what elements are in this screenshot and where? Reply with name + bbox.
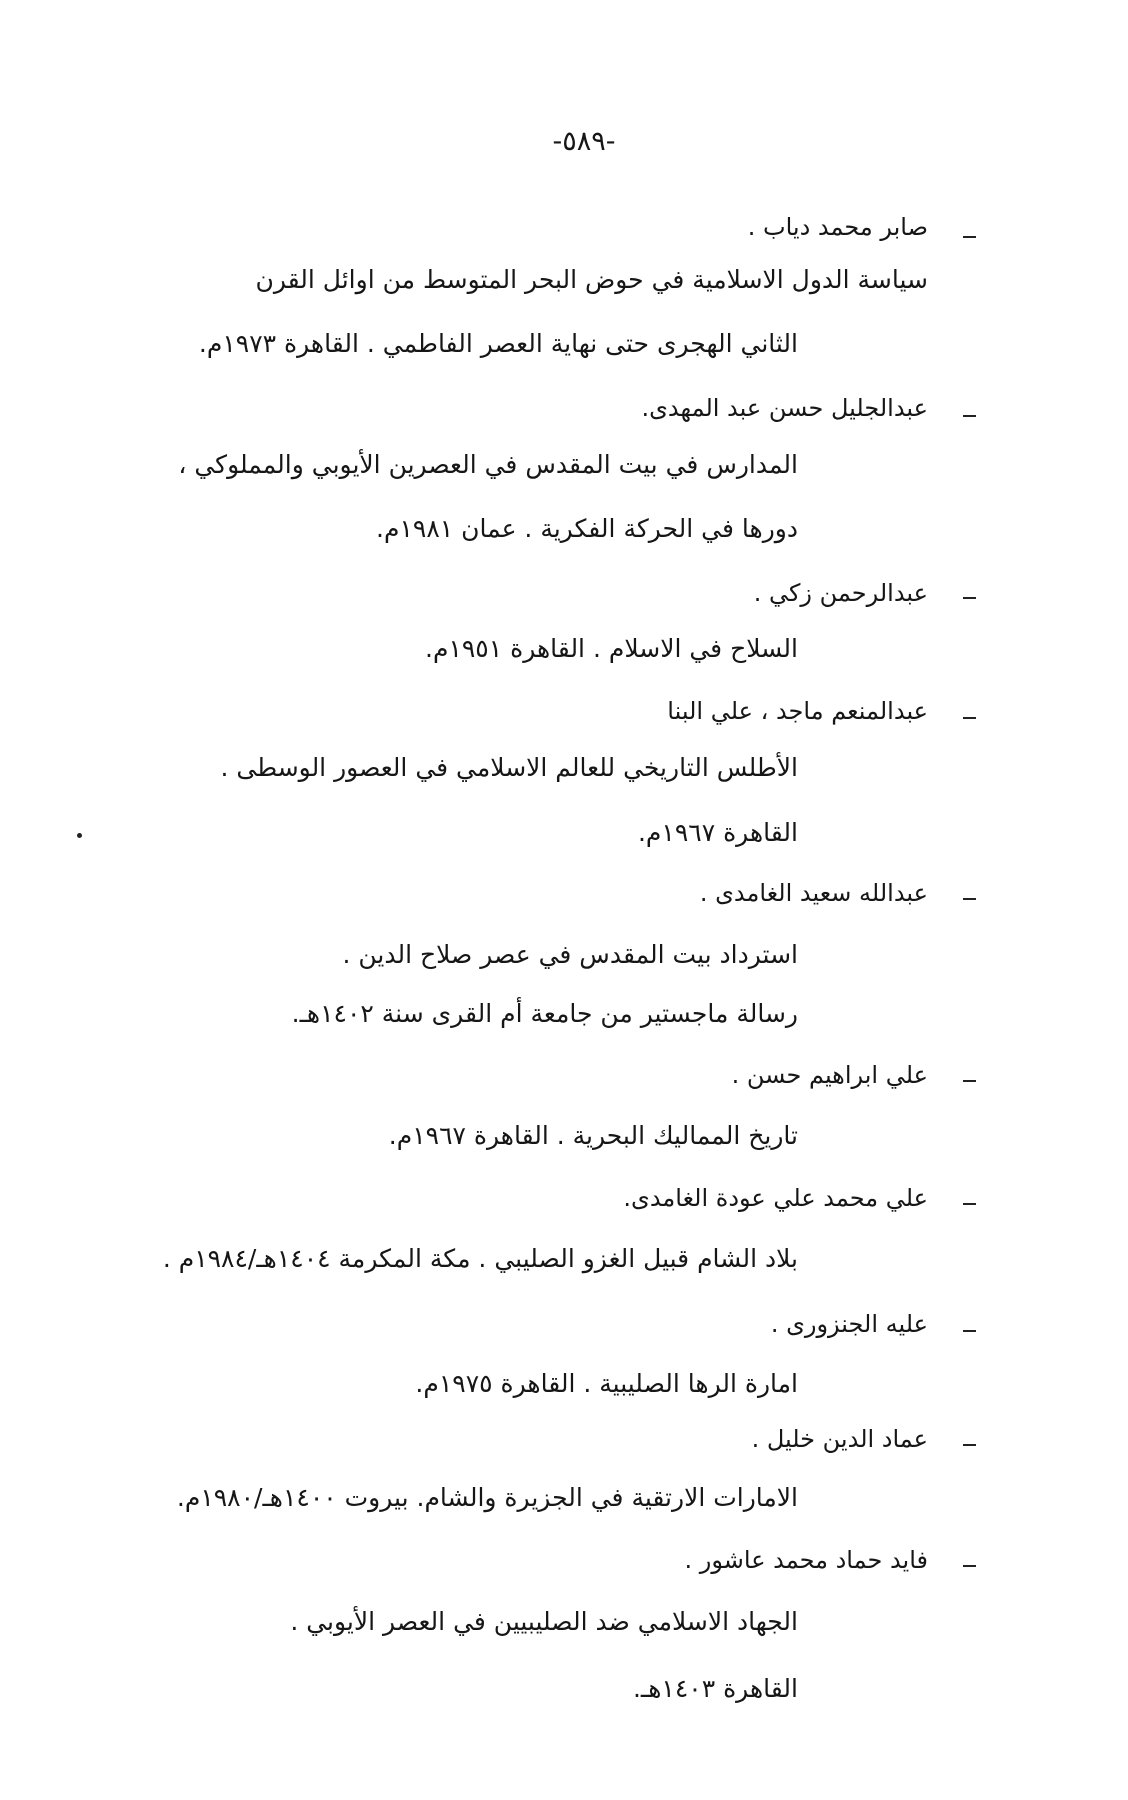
entry-dash bbox=[963, 1565, 976, 1567]
entry-dash bbox=[963, 1330, 976, 1332]
entry-title-line: استرداد بيت المقدس في عصر صلاح الدين . bbox=[342, 940, 798, 969]
entry-dash bbox=[963, 1080, 976, 1082]
entry-title-line: سياسة الدول الاسلامية في حوض البحر المتوسط من اوائل القرن bbox=[255, 265, 928, 294]
entry-author: عبدالله سعيد الغامدى . bbox=[699, 879, 928, 907]
entry-dash bbox=[963, 1444, 976, 1446]
page-number: -٥٨٩- bbox=[552, 126, 616, 157]
stray-mark bbox=[77, 833, 82, 838]
entry-title-line: القاهرة ١٤٠٣هـ. bbox=[632, 1674, 798, 1703]
entry-title-line: الجهاد الاسلامي ضد الصليبيين في العصر الأيوبي . bbox=[290, 1607, 798, 1636]
entry-title-line: امارة الرها الصليبية . القاهرة ١٩٧٥م. bbox=[415, 1369, 798, 1398]
entry-author: عبدالمنعم ماجد ، علي البنا bbox=[667, 697, 928, 725]
entry-dash bbox=[963, 415, 976, 417]
entry-dash bbox=[963, 898, 976, 900]
entry-title-line: الأطلس التاريخي للعالم الاسلامي في العصور الوسطى . bbox=[220, 753, 798, 782]
entry-title-line: السلاح في الاسلام . القاهرة ١٩٥١م. bbox=[425, 634, 798, 663]
entry-dash bbox=[963, 236, 976, 238]
entry-title-line: الثاني الهجرى حتى نهاية العصر الفاطمي . القاهرة ١٩٧٣م. bbox=[198, 329, 798, 358]
entry-author: عبدالرحمن زكي . bbox=[753, 579, 928, 607]
entry-title-line: القاهرة ١٩٦٧م. bbox=[637, 818, 798, 847]
entry-author: علي محمد علي عودة الغامدى. bbox=[623, 1184, 928, 1212]
entry-dash bbox=[963, 1203, 976, 1205]
entry-author: عبدالجليل حسن عبد المهدى. bbox=[641, 394, 928, 422]
entry-title-line: الامارات الارتقية في الجزيرة والشام. بيروت ١٤٠٠هـ/١٩٨٠م. bbox=[176, 1483, 798, 1512]
entry-author: صابر محمد دياب . bbox=[747, 213, 928, 241]
entry-title-line: بلاد الشام قبيل الغزو الصليبي . مكة المكرمة ١٤٠٤هـ/١٩٨٤م . bbox=[162, 1244, 798, 1273]
entry-author: فايد حماد محمد عاشور . bbox=[684, 1546, 928, 1574]
entry-dash bbox=[963, 597, 976, 599]
entry-title-line: رسالة ماجستير من جامعة أم القرى سنة ١٤٠٢هـ. bbox=[291, 999, 798, 1028]
entry-title-line: دورها في الحركة الفكرية . عمان ١٩٨١م. bbox=[376, 514, 798, 543]
entry-author: علي ابراهيم حسن . bbox=[731, 1061, 928, 1089]
entry-author: عليه الجنزورى . bbox=[770, 1310, 928, 1338]
entry-author: عماد الدين خليل . bbox=[751, 1425, 928, 1453]
entry-dash bbox=[963, 717, 976, 719]
entry-title-line: المدارس في بيت المقدس في العصرين الأيوبي والمملوكي ، bbox=[178, 450, 798, 479]
entry-title-line: تاريخ المماليك البحرية . القاهرة ١٩٦٧م. bbox=[388, 1121, 798, 1150]
